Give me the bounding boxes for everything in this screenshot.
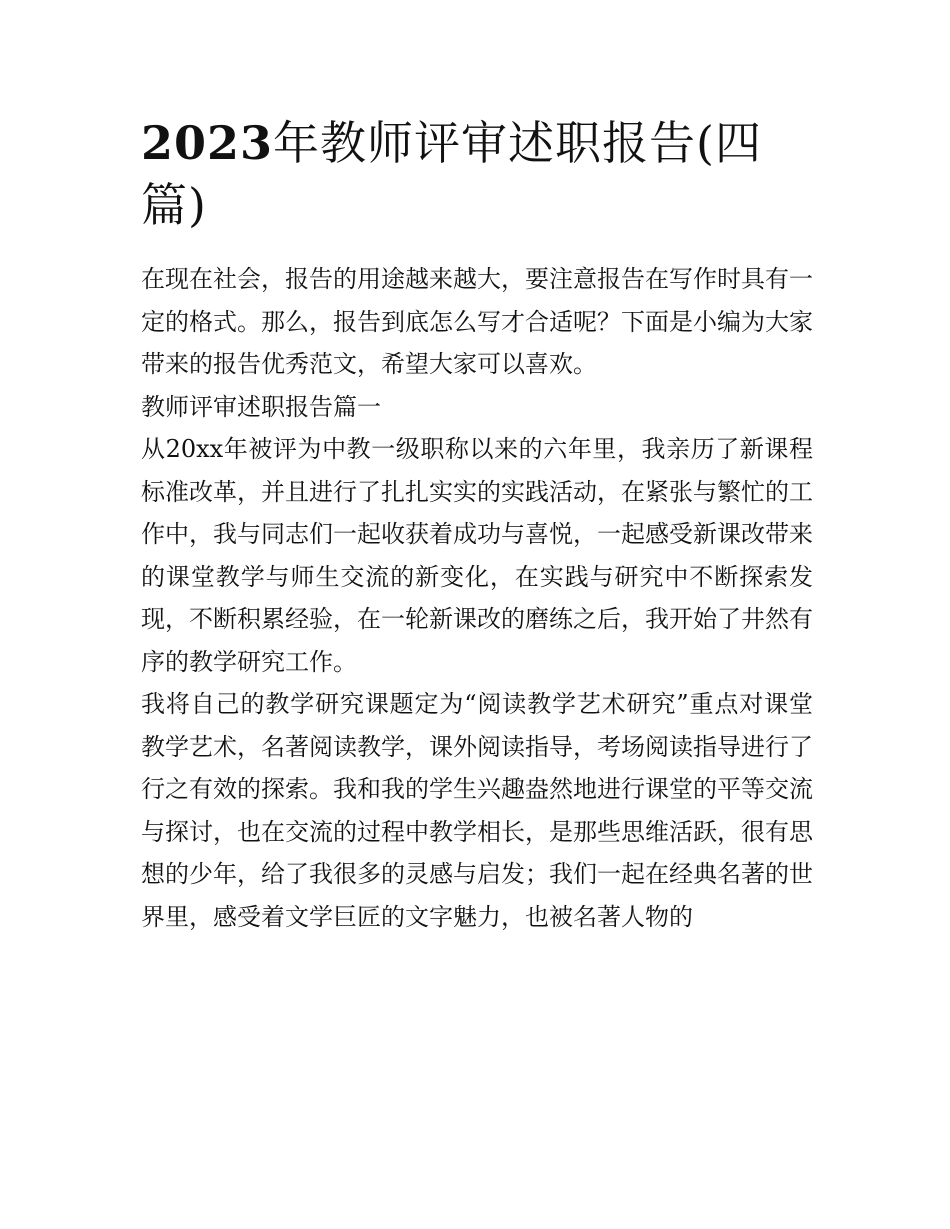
body-paragraph-1: 从20xx年被评为中教一级职称以来的六年里，我亲历了新课程标准改革，并且进行了扎扎实实的实践活动，在紧张与繁忙的工作中，我与同志们一起收获着成功与喜悦，一起感受新课改带来的课堂教学与师生交流的新变化，在实践与研究中不断探索发现，不断积累经验，在一轮新课改的磨练之后，我开始了井然有序的教学研究工作。: [141, 435, 813, 676]
document-page: [141, 112, 813, 938]
title-text: 年教师评审述职报告(四篇): [141, 116, 762, 232]
body-paragraph-2: 我将自己的教学研究课题定为“阅读教学艺术研究”重点对课堂教学艺术，名著阅读教学，课外阅读指导，考场阅读指导进行了行之有效的探索。我和我的学生兴趣盎然地进行课堂的平等交流与探讨，也在交流的过程中教学相长，是那些思维活跃，很有思想的少年，给了我很多的灵感与启发；我们一起在经典名著的世界里，感受着文学巨匠的文字魅力，也被名著人物的: [141, 690, 813, 931]
intro-paragraph: 在现在社会，报告的用途越来越大，要注意报告在写作时具有一定的格式。那么，报告到底怎么写才合适呢？下面是小编为大家带来的报告优秀范文，希望大家可以喜欢。: [141, 265, 813, 378]
document-body: [141, 258, 813, 938]
title-year: 2023: [141, 116, 274, 170]
section-heading: 教师评审述职报告篇一: [141, 392, 381, 421]
document-title: [141, 112, 813, 236]
